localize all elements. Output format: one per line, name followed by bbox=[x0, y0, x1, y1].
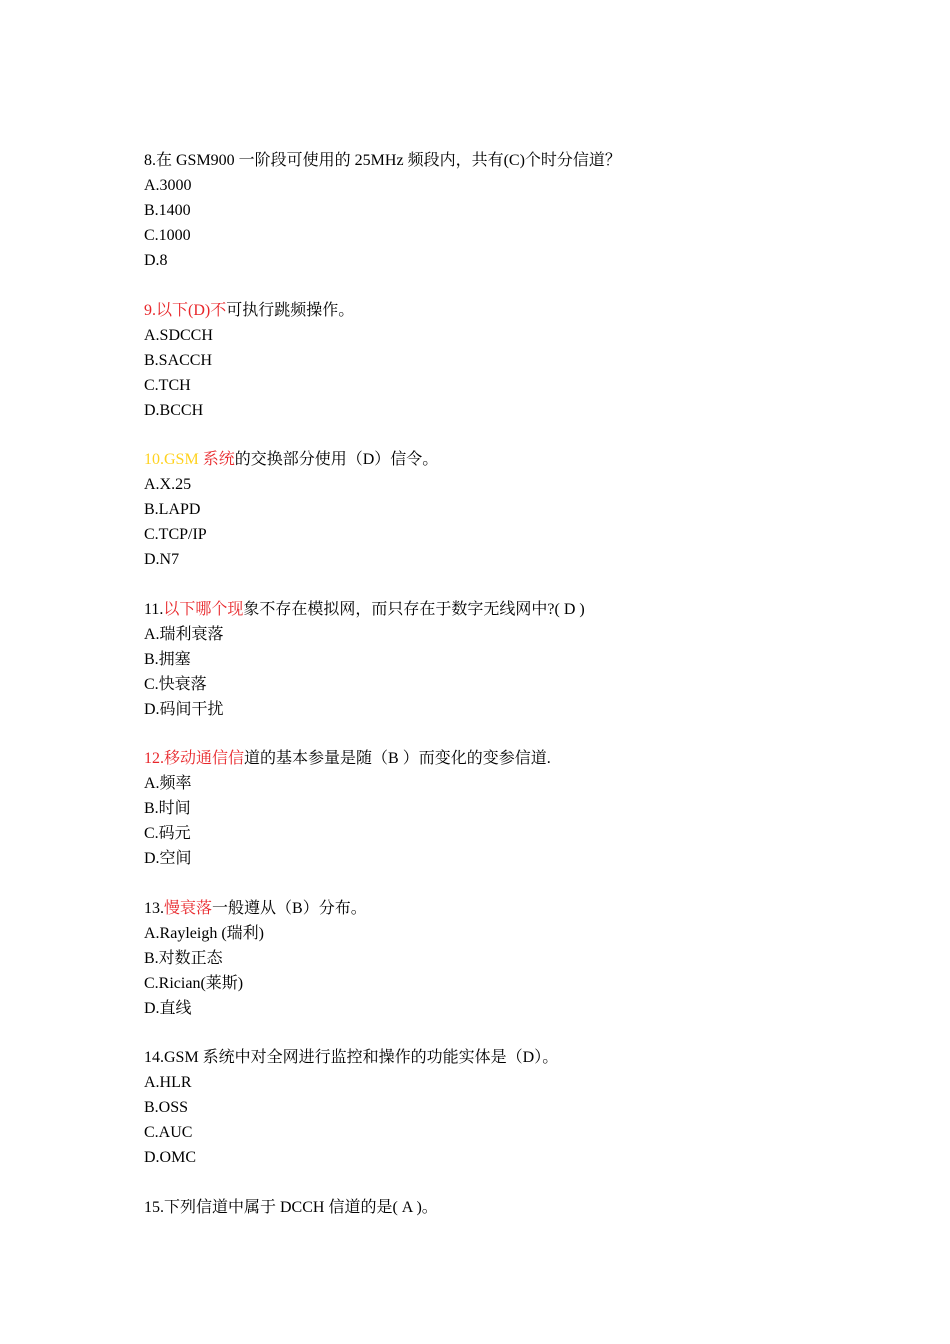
question-11-number: 11. bbox=[144, 600, 164, 618]
question-list bbox=[144, 148, 844, 1220]
question-11-option-d: D.码间干扰 bbox=[144, 700, 224, 718]
question-8-stem: 8.在 GSM900 一阶段可使用的 25MHz 频段内，共有(C)个时分信道？ bbox=[144, 152, 621, 169]
question-10-text bbox=[144, 447, 844, 472]
question-13-option-a: A.Rayleigh (瑞利) bbox=[144, 924, 264, 942]
question-12-option-a: A.频率 bbox=[144, 775, 192, 792]
question-15-text bbox=[144, 1195, 844, 1220]
question-14-stem: 14.GSM 系统中对全网进行监控和操作的功能实体是（D）。 bbox=[144, 1049, 559, 1066]
question-12-highlight: 12.移动通信信 bbox=[144, 750, 245, 767]
question-13-text bbox=[144, 896, 844, 921]
question-9-option-b: B.SACCH bbox=[144, 351, 213, 369]
question-10-option-a: A.X.25 bbox=[144, 476, 192, 493]
question-8-option-c: C.1000 bbox=[144, 227, 191, 244]
question-9-option-a: A.SDCCH bbox=[144, 326, 213, 344]
question-9-text bbox=[144, 298, 844, 323]
question-9-option-c: C.TCH bbox=[144, 376, 191, 394]
question-9-stem: 可执行跳频操作。 bbox=[226, 301, 355, 319]
question-14-option-b: B.OSS bbox=[144, 1099, 189, 1116]
question-13-number: 13. bbox=[144, 899, 164, 917]
question-12-option-d: D.空间 bbox=[144, 850, 192, 867]
question-9-option-d: D.BCCH bbox=[144, 401, 204, 419]
question-11-option-c: C.快衰落 bbox=[144, 675, 207, 693]
question-13-highlight: 慢衰落 bbox=[164, 899, 213, 917]
question-8-option-b: B.1400 bbox=[144, 202, 191, 219]
question-13-option-d: D.直线 bbox=[144, 999, 192, 1017]
question-12-option-c: C.码元 bbox=[144, 825, 191, 842]
question-8-text bbox=[144, 148, 844, 173]
question-14-text bbox=[144, 1045, 844, 1070]
question-10-stem: 的交换部分使用（D）信令。 bbox=[234, 451, 439, 468]
question-11-highlight: 以下哪个现 bbox=[163, 600, 244, 618]
question-12-text bbox=[144, 746, 844, 771]
question-9-highlight: 9.以下(D)不 bbox=[144, 301, 227, 319]
question-14-option-a: A.HLR bbox=[144, 1074, 192, 1091]
question-8-option-d: D.8 bbox=[144, 252, 168, 269]
question-11-text bbox=[144, 597, 844, 622]
question-12-stem: 道的基本参量是随（B ）而变化的变参信道. bbox=[244, 750, 551, 767]
question-10-option-c: C.TCP/IP bbox=[144, 526, 207, 543]
question-11-stem: 象不存在模拟网，而只存在于数字无线网中?( D ) bbox=[243, 600, 585, 618]
question-11-option-b: B.拥塞 bbox=[144, 650, 191, 668]
question-14-option-c: C.AUC bbox=[144, 1124, 193, 1141]
question-13-stem: 一般遵从（B）分布。 bbox=[212, 899, 367, 917]
question-10-highlight-yellow: 10.GSM bbox=[144, 451, 203, 468]
question-14-option-d: D.OMC bbox=[144, 1149, 197, 1166]
question-13-option-c: C.Rician(莱斯) bbox=[144, 974, 244, 992]
question-11-option-a: A.瑞利衰落 bbox=[144, 625, 224, 643]
question-12-option-b: B.时间 bbox=[144, 800, 191, 817]
question-10-option-d: D.N7 bbox=[144, 551, 180, 568]
question-8-option-a: A.3000 bbox=[144, 177, 192, 194]
question-15-stem: 15.下列信道中属于 DCCH 信道的是( A )。 bbox=[144, 1198, 438, 1216]
question-10-option-b: B.LAPD bbox=[144, 501, 201, 518]
question-13-option-b: B.对数正态 bbox=[144, 949, 223, 967]
question-10-highlight-red: 系统 bbox=[202, 451, 235, 468]
